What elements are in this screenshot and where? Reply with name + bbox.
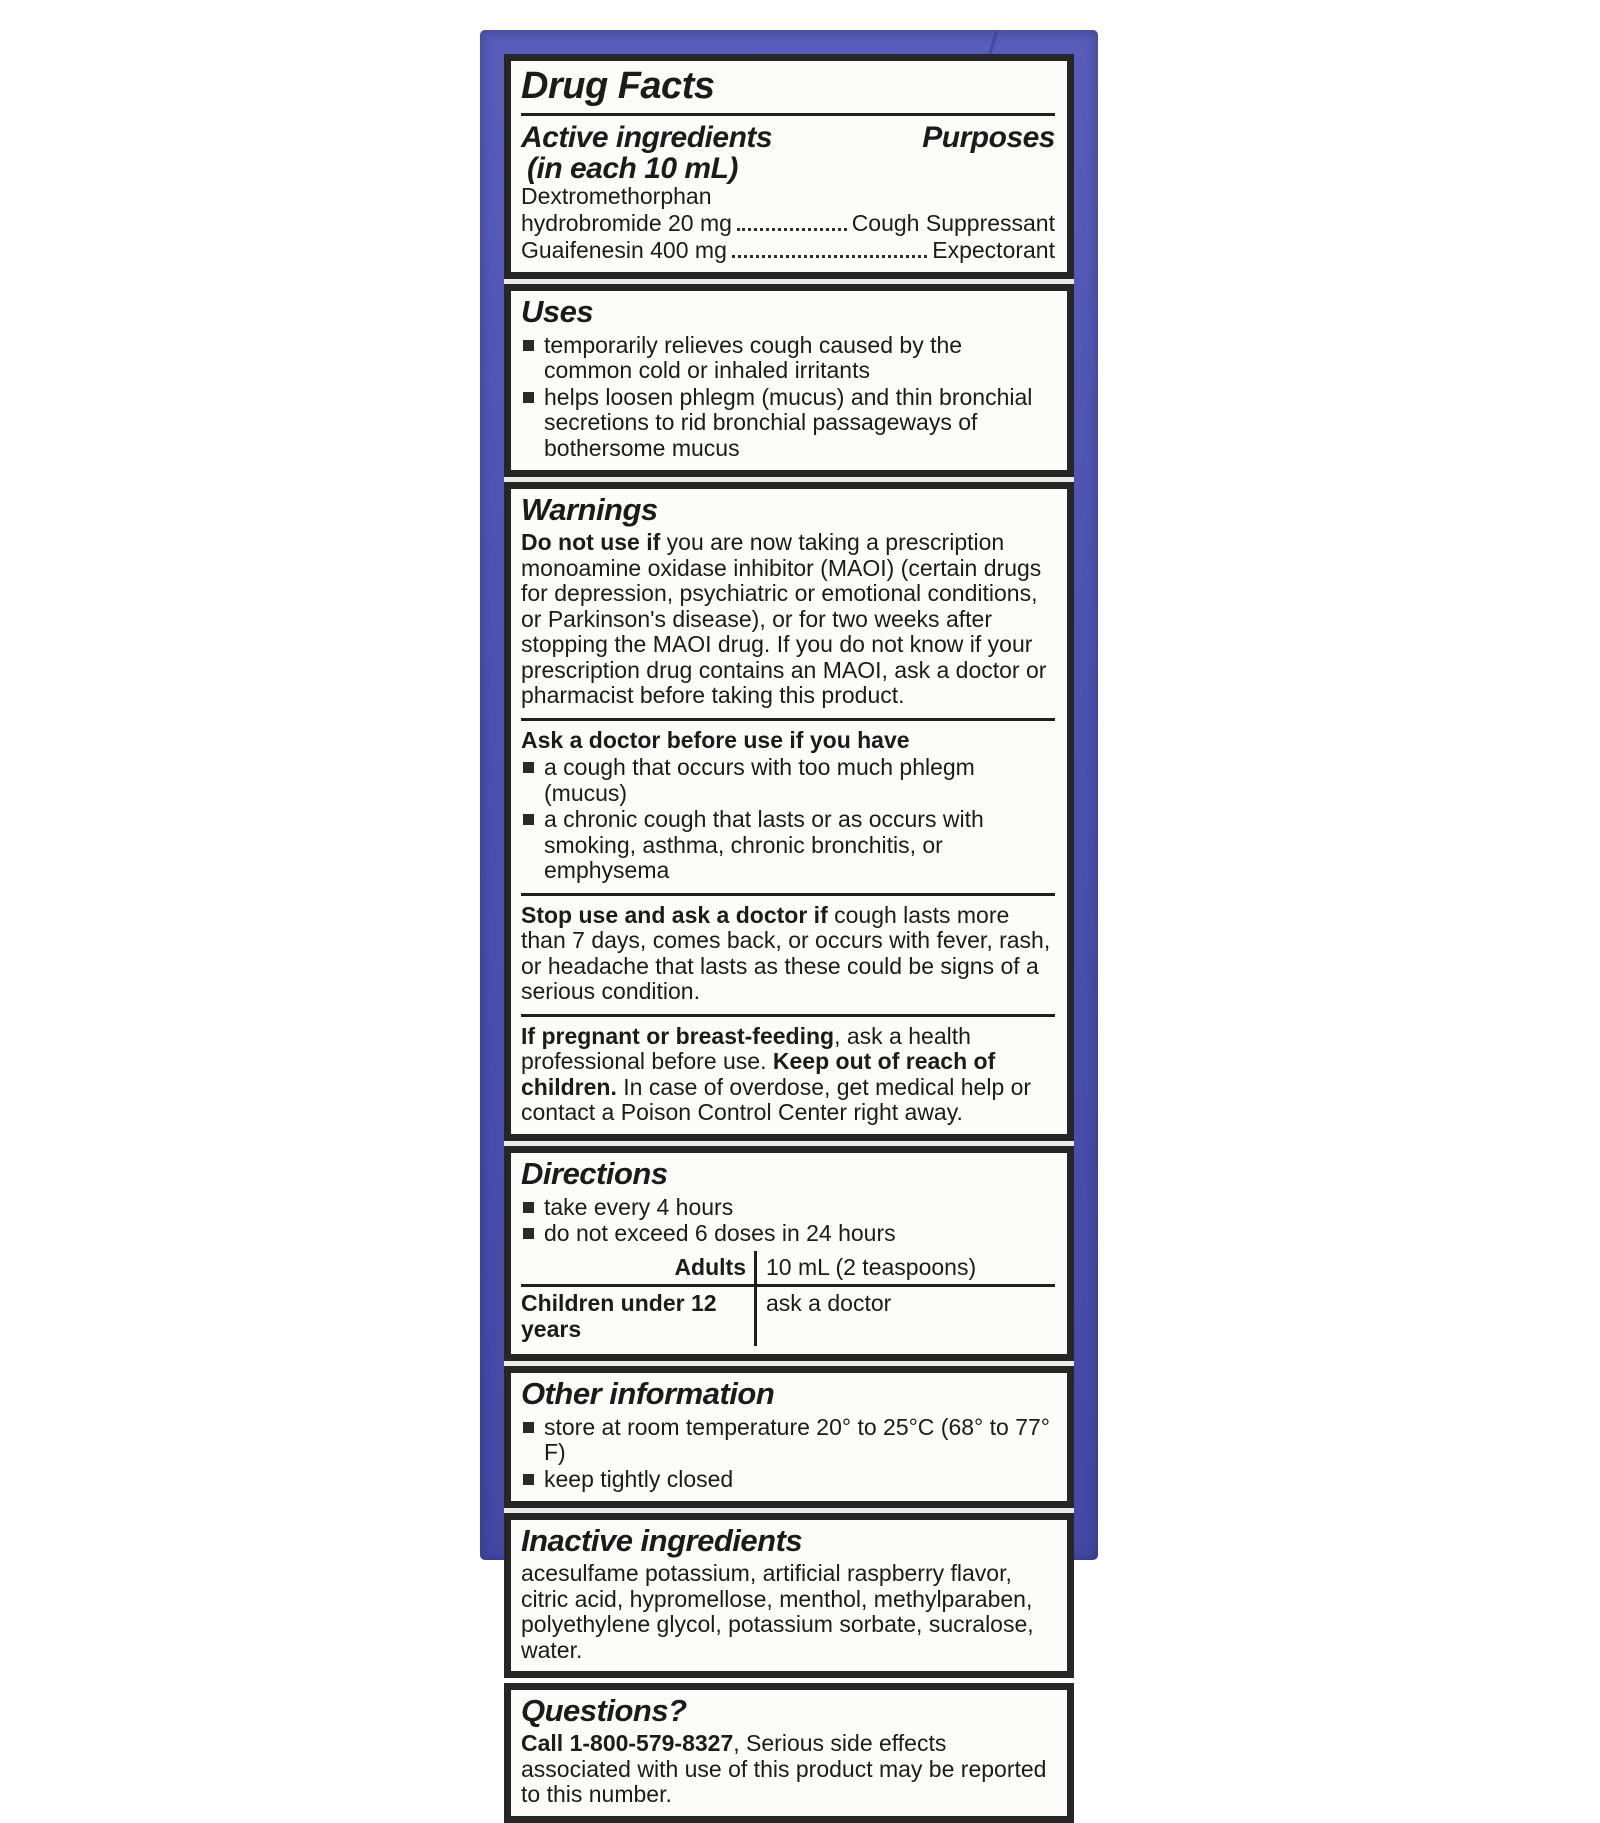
questions-paragraph bbox=[521, 1731, 1055, 1808]
uses-heading: Uses bbox=[521, 293, 594, 329]
inactive-ingredients-box bbox=[504, 1513, 1074, 1678]
dotted-leader bbox=[732, 255, 927, 258]
active-ingredients-heading-line1: Active ingredients bbox=[521, 121, 773, 154]
questions-box bbox=[504, 1683, 1074, 1823]
inactive-ingredients-text: acesulfame potassium, artificial raspberry flavor, citric acid, hypromellose, menthol, methylparaben, polyethylene glycol, potassium sorbate, sucralose, water. bbox=[521, 1560, 1034, 1663]
warnings-box bbox=[504, 482, 1074, 1141]
directions-list-item bbox=[521, 1195, 1055, 1221]
ingredient-name-line2: hydrobromide 20 mg bbox=[521, 209, 732, 236]
dosage-table-dose-cell: 10 mL (2 teaspoons) bbox=[766, 1253, 977, 1280]
questions-text: , Serious side effects associated with use of this product may be reported to this number. bbox=[521, 1730, 1047, 1807]
stop-use-paragraph bbox=[521, 903, 1055, 1005]
ask-doctor-bullet-text: a cough that occurs with too much phlegm (mucus) bbox=[544, 754, 975, 806]
ingredient-name: Guaifenesin 400 mg bbox=[521, 236, 727, 263]
table-row bbox=[521, 1251, 1055, 1286]
pregnancy-paragraph bbox=[521, 1024, 1055, 1126]
ingredient-row bbox=[521, 237, 1055, 264]
overdose-text: In case of overdose, get medical help or contact a Poison Control Center right away. bbox=[521, 1073, 1032, 1125]
pregnancy-lead: If pregnant or breast-feeding bbox=[521, 1022, 835, 1049]
do-not-use-text: you are now taking a prescription monoamine oxidase inhibitor (MAOI) (certain drugs for depression, psychiatric or emotional conditions, or Parkinson's disease), or for two weeks after stopping the MAOI drug. If you do not know if your prescription drug contains an MAOI, ask a doctor or pharmacist before taking this product. bbox=[521, 529, 1047, 708]
table-row bbox=[521, 1285, 1055, 1346]
uses-box bbox=[504, 284, 1074, 478]
directions-heading: Directions bbox=[521, 1155, 668, 1191]
ask-doctor-list bbox=[521, 755, 1055, 884]
uses-list bbox=[521, 333, 1055, 462]
divider bbox=[521, 718, 1055, 721]
other-information-list-item bbox=[521, 1415, 1055, 1466]
questions-heading: Questions? bbox=[521, 1693, 687, 1728]
ask-doctor-bullet-text: a chronic cough that lasts or as occurs with smoking, asthma, chronic bronchitis, or emphysema bbox=[544, 806, 984, 883]
ingredient-row bbox=[521, 210, 1055, 237]
ask-doctor-heading: Ask a doctor before use if you have bbox=[521, 726, 910, 753]
other-information-bullet-text: store at room temperature 20° to 25°C (68° to 77° F) bbox=[544, 1413, 1050, 1465]
dosage-table-who-cell: Adults bbox=[521, 1251, 756, 1286]
active-ingredients-header bbox=[521, 122, 1055, 184]
divider bbox=[521, 1014, 1055, 1017]
other-information-bullet-text: keep tightly closed bbox=[544, 1465, 734, 1492]
warnings-heading: Warnings bbox=[521, 492, 658, 527]
directions-list-item bbox=[521, 1221, 1055, 1247]
bullet-square-icon bbox=[523, 340, 534, 351]
other-information-box bbox=[504, 1366, 1074, 1509]
directions-bullet-text: take every 4 hours bbox=[544, 1193, 734, 1220]
bullet-square-icon bbox=[523, 1422, 534, 1433]
uses-bullet-text: temporarily relieves cough caused by the common cold or inhaled irritants bbox=[544, 331, 963, 383]
divider bbox=[521, 893, 1055, 896]
directions-box bbox=[504, 1146, 1074, 1361]
ask-doctor-list-item bbox=[521, 755, 1055, 806]
dosage-table bbox=[521, 1251, 1055, 1346]
keep-out-of-reach-text: Keep out of reach of children. bbox=[521, 1048, 996, 1100]
active-ingredients-heading bbox=[521, 122, 772, 184]
stop-use-lead: Stop use and ask a doctor if bbox=[521, 901, 828, 928]
drug-facts-panel bbox=[504, 54, 1074, 1807]
inactive-ingredients-heading: Inactive ingredients bbox=[521, 1523, 803, 1558]
uses-list-item bbox=[521, 385, 1055, 462]
dotted-leader bbox=[737, 228, 847, 231]
dosage-table-dose-cell: ask a doctor bbox=[756, 1285, 1056, 1346]
bullet-square-icon bbox=[523, 1228, 534, 1239]
bullet-square-icon bbox=[523, 1202, 534, 1213]
divider bbox=[521, 113, 1055, 116]
ingredient-purpose: Cough Suppressant bbox=[851, 209, 1055, 236]
do-not-use-paragraph bbox=[521, 530, 1055, 709]
do-not-use-lead: Do not use if bbox=[521, 529, 661, 555]
product-package-label bbox=[480, 30, 1098, 1807]
pregnancy-text: , ask a health professional before use. bbox=[521, 1022, 971, 1074]
purposes-heading: Purposes bbox=[922, 121, 1055, 154]
directions-list bbox=[521, 1195, 1055, 1247]
questions-phone-number: Call 1-800-579-8327 bbox=[521, 1730, 734, 1756]
dosage-table-who-cell: Children under 12 years bbox=[521, 1285, 756, 1346]
bullet-square-icon bbox=[523, 1474, 534, 1485]
uses-bullet-text: helps loosen phlegm (mucus) and thin bronchial secretions to rid bronchial passageways of bothersome mucus bbox=[544, 383, 1033, 461]
bullet-square-icon bbox=[523, 814, 534, 825]
uses-list-item bbox=[521, 333, 1055, 384]
bullet-square-icon bbox=[523, 392, 534, 403]
other-information-list-item bbox=[521, 1467, 1055, 1493]
stop-use-text: cough lasts more than 7 days, comes back, or occurs with fever, rash, or headache that lasts as these could be signs of a serious condition. bbox=[521, 901, 1051, 1004]
active-ingredients-heading-line2: (in each 10 mL) bbox=[527, 152, 738, 185]
ingredient-name-line1: Dextromethorphan bbox=[521, 183, 712, 209]
ingredient-purpose: Expectorant bbox=[932, 236, 1055, 263]
ask-doctor-list-item bbox=[521, 807, 1055, 884]
active-ingredients-box bbox=[504, 54, 1074, 279]
bullet-square-icon bbox=[523, 762, 534, 773]
directions-bullet-text: do not exceed 6 doses in 24 hours bbox=[544, 1220, 896, 1246]
other-information-list bbox=[521, 1415, 1055, 1493]
other-information-heading: Other information bbox=[521, 1375, 775, 1411]
drug-facts-title: Drug Facts bbox=[521, 65, 715, 107]
